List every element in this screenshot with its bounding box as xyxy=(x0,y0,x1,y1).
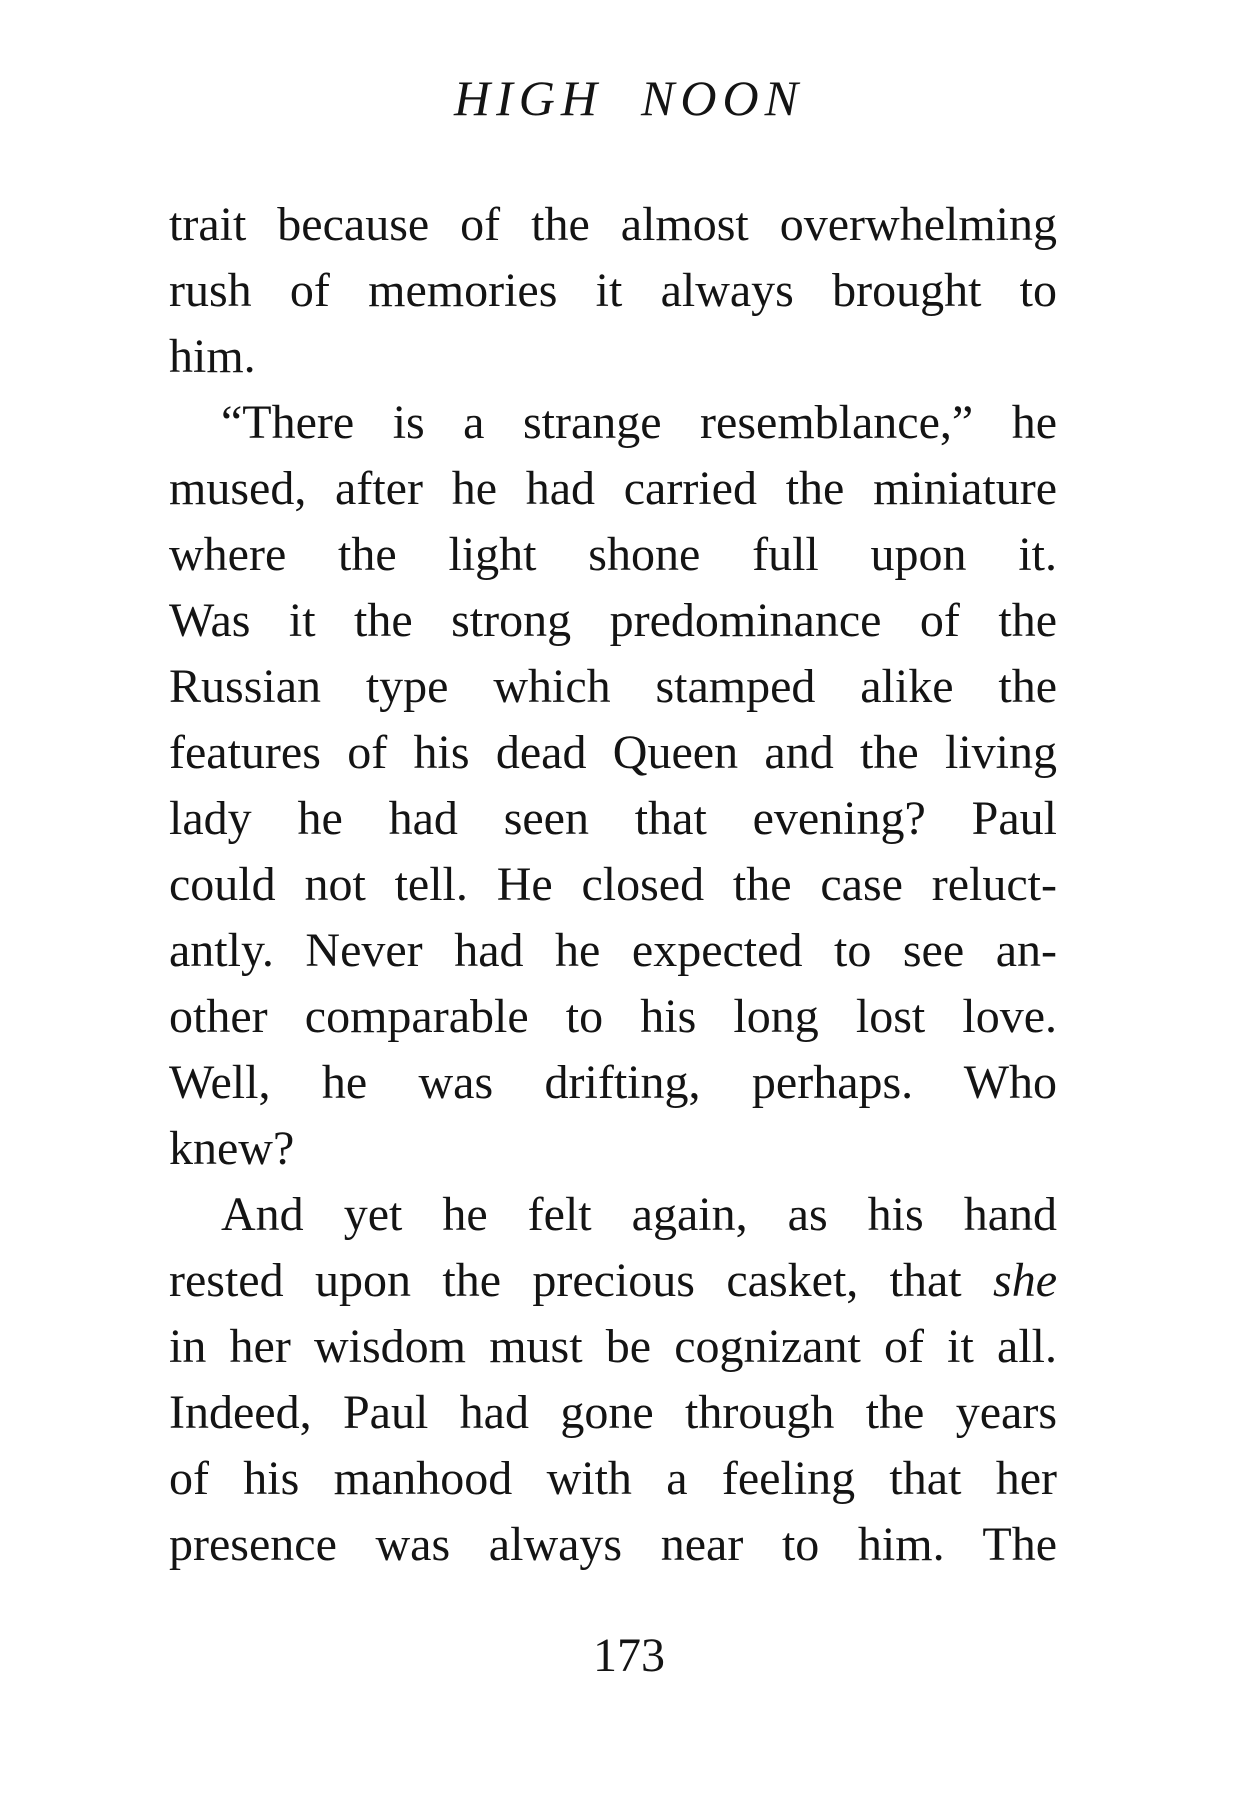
text-line-with-emphasis xyxy=(169,1248,1057,1314)
text-line: rush of memories it always brought to xyxy=(169,264,1057,317)
text-line: presence was always near to him. The xyxy=(169,1518,1057,1571)
text-line: trait because of the almost overwhelming xyxy=(169,198,1057,251)
text-line: Was it the strong predominance of the xyxy=(169,594,1057,647)
text-line: knew? xyxy=(169,1122,295,1175)
text-line: Indeed, Paul had gone through the years xyxy=(169,1386,1057,1439)
running-head-word-1: HIGH xyxy=(454,70,604,126)
line-text: rested upon the precious casket, that xyxy=(169,1254,962,1307)
text-line: Russian type which stamped alike the xyxy=(169,660,1057,713)
text-line: could not tell. He closed the case reluct- xyxy=(169,858,1057,911)
text-line: antly. Never had he expected to see an- xyxy=(169,924,1057,977)
page-number: 173 xyxy=(593,1629,665,1682)
text-line: of his manhood with a feeling that her xyxy=(169,1452,1057,1505)
paragraph-start-line: “There is a strange resemblance,” he xyxy=(221,396,1057,449)
text-line: in her wisdom must be cognizant of it all. xyxy=(169,1320,1057,1373)
emphasized-word: she xyxy=(993,1254,1057,1307)
text-line: other comparable to his long lost love. xyxy=(169,990,1057,1043)
text-line: him. xyxy=(169,330,256,383)
text-line: mused, after he had carried the miniature xyxy=(169,462,1057,515)
text-line: where the light shone full upon it. xyxy=(169,528,1057,581)
text-line: Well, he was drifting, perhaps. Who xyxy=(169,1056,1057,1109)
text-line: lady he had seen that evening? Paul xyxy=(169,792,1057,845)
paragraph-start-line: And yet he felt again, as his hand xyxy=(221,1188,1057,1241)
body-text xyxy=(169,192,1057,1578)
running-head-word-2: NOON xyxy=(641,70,804,126)
text-line: features of his dead Queen and the living xyxy=(169,726,1057,779)
running-head xyxy=(0,68,1258,128)
